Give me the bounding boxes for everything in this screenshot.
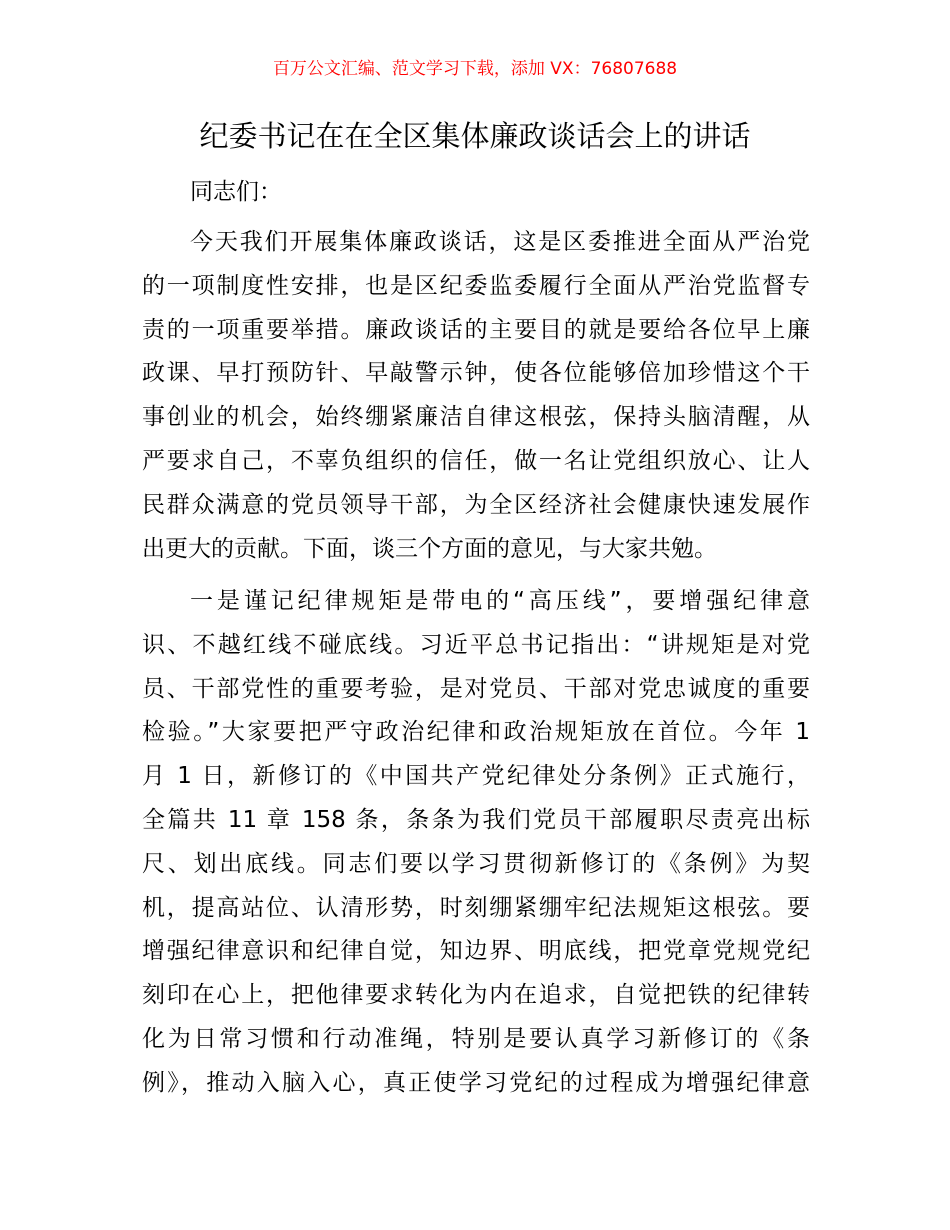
paragraph-line: 例》，推动入脑入心，真正使学习党纪的过程成为增强纪律意 (142, 1069, 810, 1096)
paragraph-line: 员、干部党性的重要考验，是对党员、干部对党忠诚度的重要 (142, 675, 810, 702)
header-note: 百万公文汇编、范文学习下载，添加 VX：76807688 (272, 59, 678, 79)
paragraph-line: 一是谨记纪律规矩是带电的“高压线”，要增强纪律意 (190, 588, 810, 614)
paragraph-line: 机，提高站位、认清形势，时刻绷紧绷牢纪法规矩这根弦。要 (142, 894, 810, 921)
paragraph-line: 全篇共 11 章 158 条，条条为我们党员干部履职尽责亮出标 (142, 806, 810, 833)
paragraph-line: 化为日常习惯和行动准绳，特别是要认真学习新修订的《条 (142, 1025, 810, 1052)
paragraph-line: 民群众满意的党员领导干部，为全区经济社会健康快速发展作 (142, 491, 810, 518)
paragraph-line: 刻印在心上，把他律要求转化为内在追求，自觉把铁的纪律转 (142, 982, 810, 1009)
paragraph-line: 严要求自己，不辜负组织的信任，做一名让党组织放心、让人 (142, 447, 810, 474)
paragraph-line: 事创业的机会，始终绷紧廉洁自律这根弦，保持头脑清醒，从 (142, 404, 810, 431)
paragraph-line: 今天我们开展集体廉政谈话，这是区委推进全面从严治党 (190, 229, 810, 255)
paragraph-line: 增强纪律意识和纪律自觉，知边界、明底线，把党章党规党纪 (142, 938, 810, 965)
paragraph-line: 识、不越红线不碰底线。习近平总书记指出：“讲规矩是对党 (142, 631, 810, 658)
paragraph-intro (142, 221, 810, 571)
paragraph-line: 出更大的贡献。下面，谈三个方面的意见，与大家共勉。 (142, 535, 717, 562)
paragraph-point-one (142, 580, 810, 1106)
paragraph-line: 月 1 日，新修订的《中国共产党纪律处分条例》正式施行， (142, 763, 810, 790)
document-title: 纪委书记在在全区集体廉政谈话会上的讲话 (199, 119, 751, 153)
paragraph-line: 的一项制度性安排，也是区纪委监委履行全面从严治党监督专 (142, 272, 810, 299)
paragraph-line: 责的一项重要举措。廉政谈话的主要目的就是要给各位早上廉 (142, 316, 810, 343)
paragraph-line: 尺、划出底线。同志们要以学习贯彻新修订的《条例》为契 (142, 850, 810, 877)
paragraph-line: 检验。”大家要把严守政治纪律和政治规矩放在首位。今年 1 (142, 719, 810, 746)
paragraph-line: 政课、早打预防针、早敲警示钟，使各位能够倍加珍惜这个干 (142, 360, 810, 387)
salutation: 同志们： (190, 179, 282, 205)
